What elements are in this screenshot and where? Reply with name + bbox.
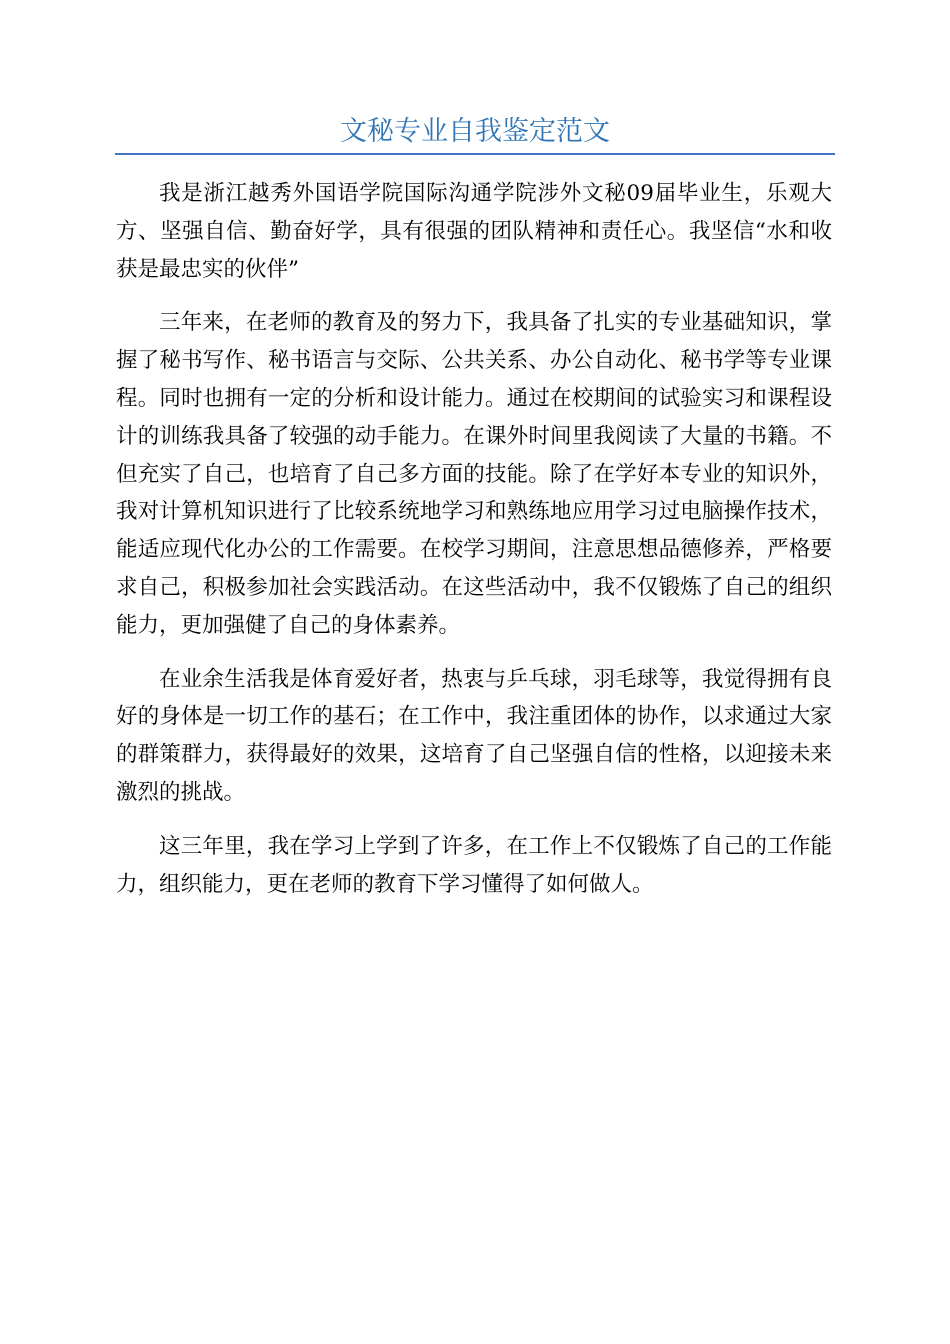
title-underline-rule <box>115 153 835 155</box>
paragraph-summary: 这三年里，我在学习上学到了许多，在工作上不仅锻炼了自己的工作能力，组织能力，更在老师的教育下学习懂得了如何做人。 <box>116 833 832 897</box>
paragraph-study: 三年来，在老师的教育及的努力下，我具备了扎实的专业基础知识，掌握了秘书写作、秘书语言与交际、公共关系、办公自动化、秘书学等专业课程。同时也拥有一定的分析和设计能力。通过在校期间的试验实习和课程设计的训练我具备了较强的动手能力。在课外时间里我阅读了大量的书籍。不但充实了自己，也培育了自己多方面的技能。除了在学好本专业的知识外，我对计算机知识进行了比较系统地学习和熟练地应用学习过电脑操作技术，能适应现代化办公的工作需要。在校学习期间，注意思想品德修养，严格要求自己，积极参加社会实践活动。在这些活动中，我不仅锻炼了自己的组织能力，更加强健了自己的身体素养。 <box>116 310 832 638</box>
paragraph-hobbies: 在业余生活我是体育爱好者，热衷与乒乓球，羽毛球等，我觉得拥有良好的身体是一切工作的基石；在工作中，我注重团体的协作，以求通过大家的群策群力，获得最好的效果，这培育了自己坚强自信的性格，以迎接未来激烈的挑战。 <box>116 666 832 805</box>
document-body <box>116 175 832 919</box>
document-title: 文秘专业自我鉴定范文 <box>340 116 610 147</box>
paragraph-intro: 我是浙江越秀外国语学院国际沟通学院涉外文秘09届毕业生，乐观大方、坚强自信、勤奋好学，具有很强的团队精神和责任心。我坚信“水和收获是最忠实的伙伴” <box>116 181 832 282</box>
